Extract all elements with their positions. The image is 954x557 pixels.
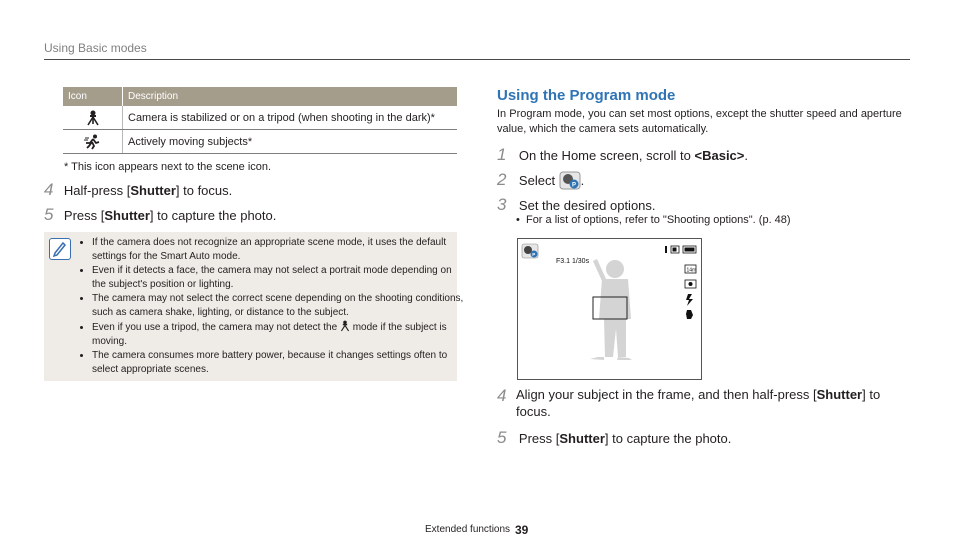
header-divider [44,59,910,60]
section-title: Using the Program mode [497,87,676,104]
table-header-icon: Icon [63,87,123,106]
table-cell-description: Camera is stabilized or on a tripod (when shooting in the dark)* [123,106,458,130]
table-row [63,130,457,154]
note-box [44,232,464,381]
step-text: Select P . [519,173,584,188]
note-item: • Even if you use a tripod, the camera may not detect the mode if the subject is moving. [92,320,464,349]
right-step-2 [497,170,584,190]
step-number: 4 [497,386,507,405]
program-mode-icon [559,170,581,190]
step-text: Press [Shutter] to capture the photo. [518,431,732,446]
svg-text:F3.1 1/30s: F3.1 1/30s [556,258,590,265]
page-section-header: Using Basic modes [44,41,147,55]
footer-label: Extended functions [425,524,511,535]
note-item: • The camera may not select the correct scene depending on the shooting conditions, such as camera shake, lighting, or distance to the subject. [92,292,464,320]
note-item: • The camera consumes more battery power, because it changes settings often to select appropriate scenes. [92,349,464,377]
step-number: 5 [44,205,54,224]
moving-subject-icon [63,130,123,154]
note-item: • If the camera does not recognize an appropriate scene mode, it uses the default settings for the Smart Auto mode. [92,236,464,264]
table-footnote: * This icon appears next to the scene icon. [64,161,272,173]
step-number: 2 [497,170,507,189]
page-number: 39 [515,523,529,537]
table-header-description: Description [123,87,458,106]
step-text: Set the desired options. [518,198,656,213]
right-step-1 [497,145,748,165]
svg-text:14m: 14m [686,267,697,274]
step-text: On the Home screen, scroll to <Basic>. [518,148,748,163]
note-icon [49,238,71,260]
right-step-5 [497,428,731,448]
step-text: Half-press [Shutter] to focus. [63,183,233,198]
note-item: • Even if it detects a face, the camera may not select a portrait mode depending on the subject's position or lighting. [92,264,464,292]
table-cell-description: Actively moving subjects* [123,130,458,154]
step-text: Align your subject in the frame, and then half-press [Shutter] to focus. [516,387,881,419]
note-list [80,236,464,377]
step-number: 5 [497,428,507,447]
step-number: 4 [44,180,54,199]
scene-icon-table [63,87,457,154]
options-bullet: • For a list of options, refer to "Shooting options". (p. 48) [516,214,791,226]
section-intro: In Program mode, you can set most options, except the shutter speed and aperture value, which the camera sets automatically. [497,108,902,135]
tripod-icon [340,320,350,332]
camera-screen-illustration [517,238,702,380]
table-row [63,106,457,130]
left-step-5 [44,205,276,225]
tripod-icon [63,106,123,130]
step-number: 3 [497,195,507,214]
right-step-4 [497,386,907,420]
right-step-3 [497,195,656,215]
svg-text:P: P [571,182,576,189]
svg-text:P: P [532,252,536,257]
left-step-4 [44,180,232,200]
step-number: 1 [497,145,507,164]
step-text: Press [Shutter] to capture the photo. [63,208,277,223]
